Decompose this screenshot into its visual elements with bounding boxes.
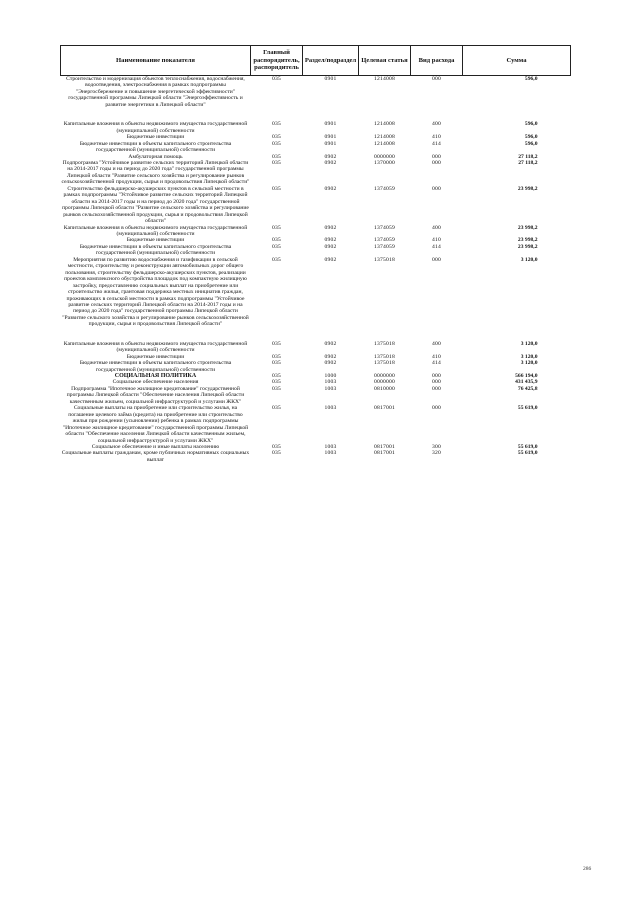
row-name: Бюджетные инвестиции xyxy=(126,134,185,141)
row-admin: 035 xyxy=(272,76,281,82)
row-name: Социальные выплаты гражданам, кроме публичных нормативных социальных выплат xyxy=(61,450,250,463)
row-section: 0902 xyxy=(324,153,337,160)
row-admin: 035 xyxy=(272,360,281,367)
row-expense: 000 xyxy=(432,405,441,412)
row-sum: 596,0 xyxy=(524,121,538,128)
table-row xyxy=(61,450,571,463)
row-name: Социальные выплаты на приобретение или строительство жилья, на погашение целевого займа (кредита) на приобретение или строительство жилья при рождении (усыновлении) ребенка в рамках подпрограммы "Ипотечное жилищное кредитование" государственной программы Липецкой области "Обеспечение населения Липецкой области качественным жильем, социальной инфраструктурой и услугами ЖКХ" xyxy=(62,405,249,444)
row-target: 1375018 xyxy=(374,360,395,367)
row-sum: 27 118,2 xyxy=(518,159,538,166)
row-section: 0902 xyxy=(324,159,337,166)
row-expense: 414 xyxy=(432,140,441,147)
row-admin: 035 xyxy=(272,444,281,451)
row-section: 1000 xyxy=(324,373,337,380)
row-admin: 035 xyxy=(272,243,281,250)
row-expense: 320 xyxy=(432,450,441,457)
page-number: 286 xyxy=(583,866,592,872)
row-target: 1374059 xyxy=(374,237,395,244)
row-expense: 410 xyxy=(432,353,441,360)
row-name: Амбулаторная помощь xyxy=(128,153,183,160)
row-expense: 414 xyxy=(432,360,441,367)
row-target: 1214008 xyxy=(374,76,395,82)
row-admin: 035 xyxy=(272,385,281,392)
row-admin: 035 xyxy=(272,224,281,231)
table-row xyxy=(61,341,571,354)
row-name: Капитальные вложения в объекты недвижимого имущества государственной (муниципальной) собственности xyxy=(63,224,248,237)
row-section: 0901 xyxy=(324,134,337,141)
row-target: 0817001 xyxy=(374,405,395,412)
header-admin: Главный распорядитель, распорядитель xyxy=(251,46,303,76)
table-row xyxy=(61,225,571,238)
row-sum: 596,0 xyxy=(524,134,538,141)
row-section: 0901 xyxy=(324,121,337,128)
row-target: 0817001 xyxy=(374,444,395,451)
row-name: СОЦИАЛЬНАЯ ПОЛИТИКА xyxy=(114,373,197,380)
row-name: Бюджетные инвестиции xyxy=(126,353,185,360)
row-admin: 035 xyxy=(272,256,281,263)
row-expense: 000 xyxy=(432,256,441,263)
row-expense: 414 xyxy=(432,243,441,250)
header-expense: Вид расхода xyxy=(411,46,463,76)
row-expense: 000 xyxy=(432,153,441,160)
row-section: 1003 xyxy=(324,385,337,392)
row-admin: 035 xyxy=(272,140,281,147)
row-section: 0902 xyxy=(324,256,337,263)
row-target: 1214008 xyxy=(374,121,395,128)
row-name: Строительство фельдшерско-акушерских пунктов в сельской местности в рамках подпрограммы "Устойчивое развитие сельских территорий Липецкой области на 2014-2017 годы и на период до 2020 года" государственной программы Липецкой области "Развитие сельского хозяйства и регулирование рынков сельскохозяйственной продукции, сырья и продовольствия Липецкой области" xyxy=(62,185,249,225)
row-target: 1374059 xyxy=(374,185,395,192)
table-row xyxy=(61,360,571,373)
row-sum: 3 120,0 xyxy=(520,353,538,360)
header-sum: Сумма xyxy=(463,46,571,76)
row-admin: 035 xyxy=(272,353,281,360)
table-row xyxy=(61,257,571,341)
row-name: Социальное обеспечение и иные выплаты населению xyxy=(91,444,220,451)
table-row xyxy=(61,244,571,257)
row-expense: 400 xyxy=(432,121,441,128)
row-sum: 23 998,2 xyxy=(517,185,538,192)
table-row xyxy=(61,141,571,154)
row-target: 1214008 xyxy=(374,140,395,147)
row-section: 0902 xyxy=(324,185,337,192)
table-row xyxy=(61,160,571,186)
row-expense: 000 xyxy=(432,76,441,82)
row-section: 0902 xyxy=(324,237,337,244)
row-expense: 410 xyxy=(432,237,441,244)
row-section: 1003 xyxy=(324,405,337,412)
budget-table xyxy=(60,45,571,463)
row-expense: 400 xyxy=(432,340,441,347)
row-target: 1370000 xyxy=(374,159,395,166)
header-section: Раздел/подраздел xyxy=(303,46,359,76)
row-sum: 55 619,0 xyxy=(517,450,538,457)
row-sum: 596,0 xyxy=(524,76,538,82)
row-section: 0902 xyxy=(324,243,337,250)
row-admin: 035 xyxy=(272,121,281,128)
row-target: 0817001 xyxy=(374,450,395,457)
row-sum: 55 619,0 xyxy=(517,444,538,451)
table-row xyxy=(61,121,571,134)
row-name: Бюджетные инвестиции xyxy=(126,237,185,244)
row-section: 0902 xyxy=(324,224,337,231)
row-admin: 035 xyxy=(272,379,281,386)
row-sum: 596,0 xyxy=(524,140,538,147)
row-section: 1003 xyxy=(324,379,337,386)
row-target: 1374059 xyxy=(374,243,395,250)
row-target: 0810000 xyxy=(374,385,395,392)
row-admin: 035 xyxy=(272,159,281,166)
row-section: 0902 xyxy=(324,353,337,360)
row-expense: 000 xyxy=(432,373,441,380)
row-expense: 000 xyxy=(432,185,441,192)
row-expense: 000 xyxy=(432,159,441,166)
row-sum: 566 194,0 xyxy=(515,373,538,380)
row-expense: 300 xyxy=(432,444,441,451)
row-section: 0901 xyxy=(324,76,337,82)
row-section: 1003 xyxy=(324,450,337,457)
row-sum: 23 998,2 xyxy=(517,237,538,244)
row-target: 1375018 xyxy=(374,340,395,347)
header-name: Наименование показателя xyxy=(61,46,251,76)
row-section: 1003 xyxy=(324,444,337,451)
row-admin: 035 xyxy=(272,450,281,457)
row-expense: 000 xyxy=(432,379,441,386)
table-header-row xyxy=(61,46,571,76)
row-name: Капитальные вложения в объекты недвижимого имущества государственной (муниципальной) собственности xyxy=(63,340,248,354)
row-name: Бюджетные инвестиции в объекты капитального строительства государственной (муниципальной) собственности xyxy=(79,140,232,154)
row-target: 1375018 xyxy=(374,353,395,360)
table-row xyxy=(61,405,571,444)
row-name: Мероприятия по развитию водоснабжения и газификации в сельской местности, строительству и реконструкции автомобильных дорог общего пользования, строительству фельдшерско-акушерских пунктов, реализации проектов комплексного обустройства площадок под компактную жилищную застройку, предоставлению социальных выплат на приобретение или строительство жилья, грантовая поддержка местных инициатив граждан, проживающих в сельской местности в рамках подпрограммы "Устойчивое развитие сельских территорий Липецкой области на 2014-2017 годы и на период до 2020 года" государственной программы Липецкой области "Развитие сельского хозяйства и регулирование рынков сельскохозяйственной продукции, сырья и продовольствия Липецкой области" xyxy=(62,256,249,328)
table-row xyxy=(61,186,571,225)
row-admin: 035 xyxy=(272,405,281,412)
row-sum: 431 435,9 xyxy=(515,379,538,386)
row-sum: 3 120,0 xyxy=(520,256,538,263)
row-name: Капитальные вложения в объекты недвижимого имущества государственной (муниципальной) собственности xyxy=(63,121,248,134)
table-row xyxy=(61,76,571,122)
row-target: 0000000 xyxy=(374,373,395,380)
row-admin: 035 xyxy=(272,185,281,192)
row-expense: 000 xyxy=(432,385,441,392)
row-target: 1374059 xyxy=(374,224,395,231)
row-sum: 27 118,2 xyxy=(518,153,538,160)
row-section: 0902 xyxy=(324,340,337,347)
row-name: Бюджетные инвестиции в объекты капитального строительства государственной (муниципальной) собственности xyxy=(79,243,232,257)
row-admin: 035 xyxy=(272,237,281,244)
row-admin: 035 xyxy=(272,373,281,380)
row-sum: 3 120,0 xyxy=(520,360,538,367)
row-sum: 23 998,2 xyxy=(517,224,538,231)
row-section: 0902 xyxy=(324,360,337,367)
row-name: Бюджетные инвестиции в объекты капитального строительства государственной (муниципальной) собственности xyxy=(79,360,232,373)
row-sum: 23 998,2 xyxy=(517,243,538,250)
row-admin: 035 xyxy=(272,340,281,347)
row-target: 1214008 xyxy=(374,134,395,141)
row-target: 1375018 xyxy=(374,256,395,263)
row-expense: 400 xyxy=(432,224,441,231)
row-name: Подпрограмма "Ипотечное жилищное кредитование" государственной программы Липецкой области "Обеспечение населения Липецкой области качественным жильем, социальной инфраструктурой и услугами ЖКХ" xyxy=(66,385,245,405)
row-name: Подпрограмма "Устойчивое развитие сельских территорий Липецкой области на 2014-2017 годы и на период до 2020 года" государственной программы Липецкой области "Развитие сельского хозяйства и регулирование рынков сельскохозяйственной продукции, сырья и продовольствия Липецкой области" xyxy=(61,159,250,186)
row-admin: 035 xyxy=(272,134,281,141)
row-name: Строительство и модернизация объектов теплоснабжения, водоснабжения, водоотведения, электроснабжения в рамках подпрограммы "Энергосбережение и повышение энергетической эффективности" государственной программы Липецкой области "Энергоэффективность и развитие энергетики в Липецкой области" xyxy=(66,76,245,108)
row-sum: 55 619,0 xyxy=(517,405,538,412)
row-sum: 76 425,8 xyxy=(517,385,538,392)
row-sum: 3 120,0 xyxy=(520,340,538,347)
row-section: 0901 xyxy=(324,140,337,147)
table-row xyxy=(61,386,571,405)
row-admin: 035 xyxy=(272,153,281,160)
row-target: 0000000 xyxy=(374,153,395,160)
header-target: Целевая статья xyxy=(359,46,411,76)
row-expense: 410 xyxy=(432,134,441,141)
row-target: 0000000 xyxy=(374,379,395,386)
row-name: Социальное обеспечение населения xyxy=(112,379,199,386)
